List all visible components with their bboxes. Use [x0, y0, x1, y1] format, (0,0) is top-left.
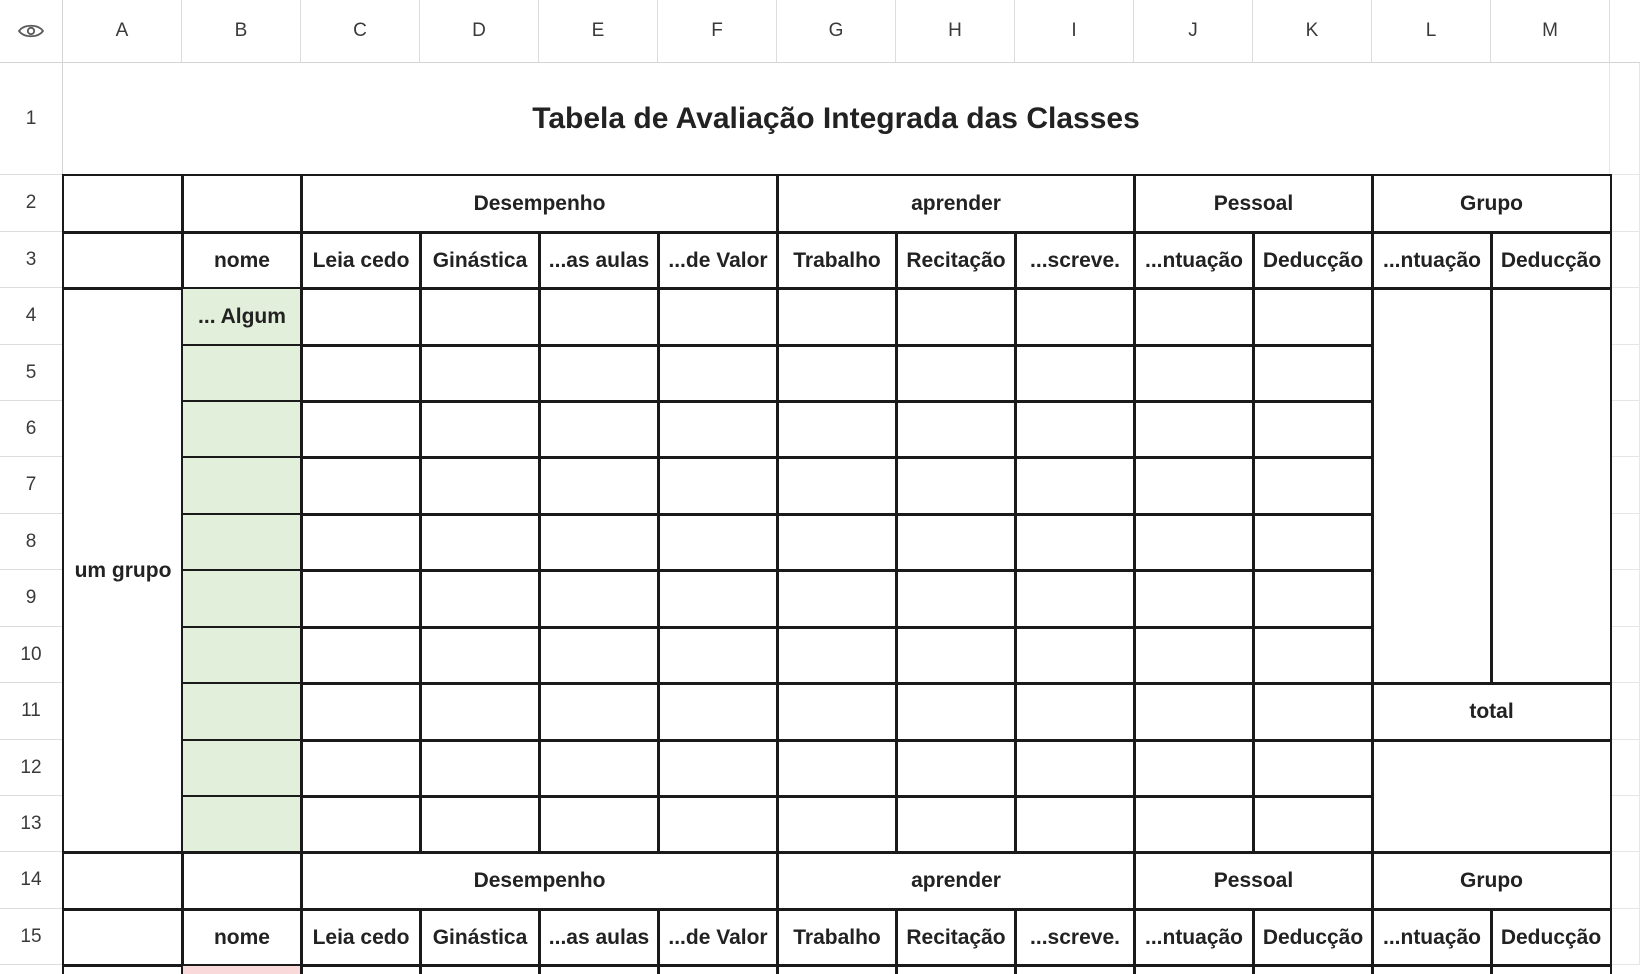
data-cell[interactable] [1252, 739, 1374, 798]
total-label[interactable]: total [1371, 682, 1612, 742]
data-cell[interactable] [1014, 626, 1136, 685]
data-cell[interactable] [538, 513, 660, 572]
header-screve[interactable]: ...screve. [1014, 231, 1136, 290]
data-cell[interactable] [657, 344, 779, 403]
name-cell[interactable] [181, 569, 303, 629]
name-cell[interactable] [181, 739, 303, 798]
data-cell[interactable] [419, 569, 541, 629]
section-header-grupo[interactable]: Grupo [1371, 851, 1612, 911]
row-header-14[interactable]: 14 [0, 852, 63, 909]
section-header-grupo[interactable]: Grupo [1371, 174, 1612, 234]
data-cell[interactable] [1252, 456, 1374, 516]
data-cell[interactable] [1014, 513, 1136, 572]
cell[interactable] [1610, 288, 1640, 345]
section-header-aprender[interactable]: aprender [776, 851, 1136, 911]
row-header-10[interactable]: 10 [0, 627, 63, 683]
data-cell[interactable] [419, 287, 541, 347]
data-cell[interactable] [895, 344, 1017, 403]
name-cell[interactable] [181, 626, 303, 685]
data-cell[interactable] [895, 400, 1017, 459]
cell[interactable] [1610, 63, 1640, 175]
data-cell[interactable] [1252, 626, 1374, 685]
name-cell[interactable] [181, 964, 303, 974]
header-grupo-deduccao[interactable]: Deducção [1490, 908, 1612, 967]
data-cell[interactable] [300, 626, 422, 685]
data-cell[interactable] [1014, 456, 1136, 516]
data-cell[interactable] [419, 456, 541, 516]
section-header-desempenho[interactable]: Desempenho [300, 174, 779, 234]
header-nome[interactable]: nome [181, 231, 303, 290]
header-as-aulas[interactable]: ...as aulas [538, 231, 660, 290]
data-cell[interactable] [895, 456, 1017, 516]
data-cell[interactable] [300, 682, 422, 742]
section-header-aprender[interactable]: aprender [776, 174, 1136, 234]
data-cell[interactable] [895, 795, 1017, 854]
header-screve[interactable]: ...screve. [1014, 908, 1136, 967]
row-header-5[interactable]: 5 [0, 345, 63, 401]
data-cell[interactable] [300, 344, 422, 403]
header-trabalho[interactable]: Trabalho [776, 908, 898, 967]
cell-b14[interactable] [181, 851, 303, 911]
data-cell[interactable] [538, 569, 660, 629]
header-ginastica[interactable]: Ginástica [419, 231, 541, 290]
data-cell[interactable] [776, 682, 898, 742]
data-cell[interactable] [1014, 344, 1136, 403]
name-cell[interactable] [181, 795, 303, 854]
eye-icon[interactable] [18, 23, 44, 39]
select-all-corner[interactable] [0, 0, 63, 63]
row-header-8[interactable]: 8 [0, 514, 63, 570]
data-cell[interactable] [657, 456, 779, 516]
data-cell[interactable] [538, 682, 660, 742]
section-header-desempenho[interactable]: Desempenho [300, 851, 779, 911]
data-cell[interactable] [776, 795, 898, 854]
data-cell[interactable] [1014, 795, 1136, 854]
column-header-l[interactable]: L [1372, 0, 1491, 63]
data-cell[interactable] [657, 795, 779, 854]
column-header-b[interactable]: B [182, 0, 301, 63]
total-value-cell[interactable] [1371, 739, 1612, 854]
data-cell[interactable] [1252, 795, 1374, 854]
data-cell[interactable] [776, 569, 898, 629]
data-cell[interactable] [1133, 344, 1255, 403]
data-cell[interactable] [419, 682, 541, 742]
data-cell[interactable] [419, 400, 541, 459]
data-cell[interactable] [657, 287, 779, 347]
cell-a16[interactable] [62, 964, 184, 974]
data-cell[interactable] [538, 964, 660, 974]
data-cell[interactable] [1252, 682, 1374, 742]
data-cell[interactable] [300, 569, 422, 629]
data-cell[interactable] [776, 964, 898, 974]
data-cell[interactable] [300, 795, 422, 854]
data-cell[interactable] [419, 795, 541, 854]
header-grupo-ntuacao[interactable]: ...ntuação [1371, 908, 1493, 967]
row-header-4[interactable]: 4 [0, 288, 63, 345]
data-cell[interactable] [419, 513, 541, 572]
data-cell[interactable] [1133, 626, 1255, 685]
data-cell[interactable] [1014, 682, 1136, 742]
header-grupo-deduccao[interactable]: Deducção [1490, 231, 1612, 290]
data-cell[interactable] [895, 569, 1017, 629]
row-header-11[interactable]: 11 [0, 683, 63, 740]
data-cell[interactable] [538, 795, 660, 854]
row-header-9[interactable]: 9 [0, 570, 63, 627]
section-header-pessoal[interactable]: Pessoal [1133, 174, 1374, 234]
data-cell[interactable] [776, 626, 898, 685]
data-cell[interactable] [1014, 287, 1136, 347]
data-cell[interactable] [776, 739, 898, 798]
header-pessoal-deduccao[interactable]: Deducção [1252, 231, 1374, 290]
row-header-15[interactable]: 15 [0, 909, 63, 965]
data-cell[interactable] [1371, 964, 1493, 974]
data-cell[interactable] [300, 739, 422, 798]
header-pessoal-ntuacao[interactable]: ...ntuação [1133, 231, 1255, 290]
data-cell[interactable] [657, 513, 779, 572]
data-cell[interactable] [776, 344, 898, 403]
data-cell[interactable] [538, 400, 660, 459]
cell[interactable] [1610, 401, 1640, 457]
header-leia-cedo[interactable]: Leia cedo [300, 908, 422, 967]
name-cell[interactable] [181, 682, 303, 742]
grupo-deduccao-cell[interactable] [1490, 287, 1612, 685]
cell[interactable] [1610, 514, 1640, 570]
row-header-13[interactable]: 13 [0, 796, 63, 852]
data-cell[interactable] [538, 456, 660, 516]
row-header-6[interactable]: 6 [0, 401, 63, 457]
cell-a2[interactable] [62, 174, 184, 234]
column-header-c[interactable]: C [301, 0, 420, 63]
data-cell[interactable] [657, 626, 779, 685]
cell[interactable] [1610, 457, 1640, 514]
header-pessoal-deduccao[interactable]: Deducção [1252, 908, 1374, 967]
column-header-m[interactable]: M [1491, 0, 1610, 63]
row-header-1[interactable]: 1 [0, 63, 63, 175]
header-recitacao[interactable]: Recitação [895, 908, 1017, 967]
data-cell[interactable] [895, 739, 1017, 798]
data-cell[interactable] [895, 626, 1017, 685]
data-cell[interactable] [895, 287, 1017, 347]
name-cell[interactable] [181, 513, 303, 572]
data-cell[interactable] [657, 739, 779, 798]
data-cell[interactable] [1490, 964, 1612, 974]
section-header-pessoal[interactable]: Pessoal [1133, 851, 1374, 911]
data-cell[interactable] [657, 682, 779, 742]
header-de-valor[interactable]: ...de Valor [657, 231, 779, 290]
data-cell[interactable] [1014, 400, 1136, 459]
column-header-a[interactable]: A [63, 0, 182, 63]
cell[interactable] [1610, 570, 1640, 627]
cell[interactable] [1610, 627, 1640, 683]
grupo-ntuacao-cell[interactable] [1371, 287, 1493, 685]
cell[interactable] [1610, 909, 1640, 965]
data-cell[interactable] [776, 456, 898, 516]
data-cell[interactable] [657, 964, 779, 974]
row-header-12[interactable]: 12 [0, 740, 63, 796]
cell-a3[interactable] [62, 231, 184, 290]
data-cell[interactable] [538, 344, 660, 403]
header-ginastica[interactable]: Ginástica [419, 908, 541, 967]
name-cell[interactable] [181, 344, 303, 403]
data-cell[interactable] [300, 513, 422, 572]
column-header-i[interactable]: I [1015, 0, 1134, 63]
column-header-h[interactable]: H [896, 0, 1015, 63]
data-cell[interactable] [419, 739, 541, 798]
header-nome[interactable]: nome [181, 908, 303, 967]
column-header-f[interactable]: F [658, 0, 777, 63]
data-cell[interactable] [1014, 964, 1136, 974]
header-de-valor[interactable]: ...de Valor [657, 908, 779, 967]
cell[interactable] [1610, 232, 1640, 288]
header-recitacao[interactable]: Recitação [895, 231, 1017, 290]
row-header-3[interactable]: 3 [0, 232, 63, 288]
data-cell[interactable] [1133, 456, 1255, 516]
data-cell[interactable] [1252, 400, 1374, 459]
name-cell[interactable] [181, 456, 303, 516]
cell-a14[interactable] [62, 851, 184, 911]
column-header-k[interactable]: K [1253, 0, 1372, 63]
cell[interactable] [1610, 683, 1640, 740]
data-cell[interactable] [1252, 964, 1374, 974]
data-cell[interactable] [776, 400, 898, 459]
data-cell[interactable] [1133, 569, 1255, 629]
cell-b2[interactable] [181, 174, 303, 234]
column-header-overflow [1610, 0, 1640, 63]
header-leia-cedo[interactable]: Leia cedo [300, 231, 422, 290]
data-cell[interactable] [419, 964, 541, 974]
data-cell[interactable] [1252, 287, 1374, 347]
data-cell[interactable] [776, 513, 898, 572]
data-cell[interactable] [1252, 569, 1374, 629]
data-cell[interactable] [300, 287, 422, 347]
header-grupo-ntuacao[interactable]: ...ntuação [1371, 231, 1493, 290]
header-pessoal-ntuacao[interactable]: ...ntuação [1133, 908, 1255, 967]
data-cell[interactable] [1133, 682, 1255, 742]
data-cell[interactable] [538, 739, 660, 798]
cell-a15[interactable] [62, 908, 184, 967]
cell[interactable] [1610, 740, 1640, 796]
data-cell[interactable] [1133, 513, 1255, 572]
name-cell[interactable] [181, 400, 303, 459]
column-header-j[interactable]: J [1134, 0, 1253, 63]
row-header-7[interactable]: 7 [0, 457, 63, 514]
header-as-aulas[interactable]: ...as aulas [538, 908, 660, 967]
data-cell[interactable] [1252, 513, 1374, 572]
data-cell[interactable] [1014, 739, 1136, 798]
column-header-e[interactable]: E [539, 0, 658, 63]
data-cell[interactable] [300, 456, 422, 516]
data-cell[interactable] [1133, 964, 1255, 974]
column-header-g[interactable]: G [777, 0, 896, 63]
data-cell[interactable] [419, 344, 541, 403]
data-cell[interactable] [657, 400, 779, 459]
data-cell[interactable] [1252, 344, 1374, 403]
cell[interactable] [1610, 345, 1640, 401]
data-cell[interactable] [657, 569, 779, 629]
data-cell[interactable] [895, 964, 1017, 974]
row-header-overflow [0, 965, 63, 972]
cell[interactable] [1610, 796, 1640, 852]
data-cell[interactable] [300, 400, 422, 459]
data-cell[interactable] [895, 513, 1017, 572]
data-cell[interactable] [1014, 569, 1136, 629]
column-header-d[interactable]: D [420, 0, 539, 63]
cell[interactable] [1610, 852, 1640, 909]
data-cell[interactable] [300, 964, 422, 974]
data-cell[interactable] [419, 626, 541, 685]
data-cell[interactable] [895, 682, 1017, 742]
sheet-title[interactable]: Tabela de Avaliação Integrada das Classes [63, 63, 1610, 175]
header-trabalho[interactable]: Trabalho [776, 231, 898, 290]
name-cell[interactable]: ... Algum [181, 287, 303, 347]
cell[interactable] [1610, 175, 1640, 232]
data-cell[interactable] [1133, 795, 1255, 854]
data-cell[interactable] [776, 287, 898, 347]
data-cell[interactable] [538, 287, 660, 347]
group-label[interactable]: um grupo [62, 287, 184, 854]
data-cell[interactable] [1133, 739, 1255, 798]
data-cell[interactable] [1133, 287, 1255, 347]
data-cell[interactable] [538, 626, 660, 685]
row-header-2[interactable]: 2 [0, 175, 63, 232]
data-cell[interactable] [1133, 400, 1255, 459]
